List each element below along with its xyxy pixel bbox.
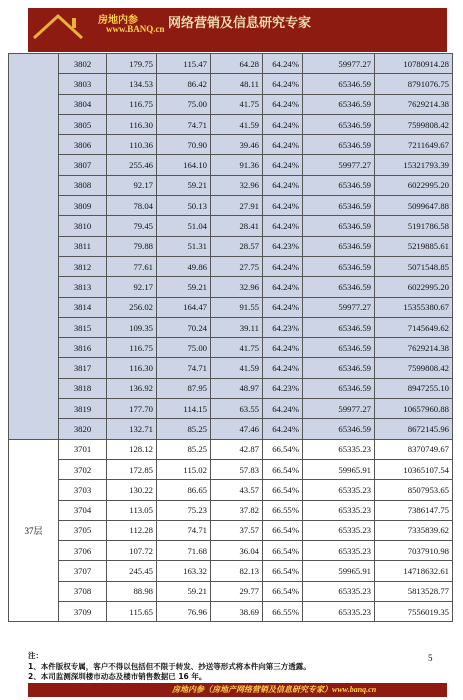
inner-area-cell: 76.96: [157, 602, 211, 622]
total-cell: 8791076.75: [375, 74, 453, 94]
ratio-cell: 66.54%: [263, 581, 303, 601]
total-cell: 7629214.38: [375, 94, 453, 114]
header-url: www.BANQ.cn: [106, 24, 165, 34]
price-cell: 65346.59: [303, 419, 375, 439]
price-cell: 65346.59: [303, 256, 375, 276]
price-cell: 65346.59: [303, 236, 375, 256]
area-cell: 113.05: [107, 500, 157, 520]
total-cell: 10365107.54: [375, 459, 453, 479]
area-cell: 107.72: [107, 541, 157, 561]
total-cell: 5219885.61: [375, 236, 453, 256]
total-cell: 7599808.42: [375, 114, 453, 134]
total-cell: 15321793.39: [375, 155, 453, 175]
ratio-cell: 64.24%: [263, 338, 303, 358]
floor-label: 37层: [9, 439, 59, 622]
area-cell: 88.98: [107, 581, 157, 601]
table-row: [9, 541, 453, 561]
area-cell: 109.35: [107, 317, 157, 337]
ratio-cell: 64.24%: [263, 114, 303, 134]
unit-cell: 3706: [59, 541, 107, 561]
price-cell: 65346.59: [303, 74, 375, 94]
total-cell: 10780914.28: [375, 54, 453, 74]
ratio-cell: 64.24%: [263, 135, 303, 155]
inner-area-cell: 75.00: [157, 338, 211, 358]
area-cell: 92.17: [107, 277, 157, 297]
unit-price-table: [8, 53, 453, 622]
table-row: [9, 338, 453, 358]
table-row: [9, 581, 453, 601]
notes-block: [28, 651, 311, 683]
total-cell: 7599808.42: [375, 358, 453, 378]
unit-cell: 3804: [59, 94, 107, 114]
ratio-cell: 64.24%: [263, 155, 303, 175]
inner-area-cell: 74.71: [157, 114, 211, 134]
ratio-cell: 66.54%: [263, 561, 303, 581]
floor-label: [9, 54, 59, 440]
shared-area-cell: 37.82: [211, 500, 263, 520]
header-title: 网络营销及信息研究专家: [168, 15, 312, 30]
ratio-cell: 64.24%: [263, 196, 303, 216]
unit-cell: 3817: [59, 358, 107, 378]
area-cell: 110.36: [107, 135, 157, 155]
table-row: [9, 155, 453, 175]
table-row: [9, 74, 453, 94]
unit-cell: 3810: [59, 216, 107, 236]
unit-cell: 3704: [59, 500, 107, 520]
ratio-cell: 64.24%: [263, 216, 303, 236]
unit-cell: 3702: [59, 459, 107, 479]
unit-cell: 3708: [59, 581, 107, 601]
table-row: [9, 480, 453, 500]
price-cell: 65346.59: [303, 378, 375, 398]
total-cell: 5191786.58: [375, 216, 453, 236]
unit-cell: 3805: [59, 114, 107, 134]
ratio-cell: 64.23%: [263, 317, 303, 337]
price-cell: 65335.23: [303, 480, 375, 500]
page-header: [28, 8, 447, 52]
inner-area-cell: 74.71: [157, 520, 211, 540]
area-cell: 116.75: [107, 338, 157, 358]
area-cell: 179.75: [107, 54, 157, 74]
total-cell: 6022995.20: [375, 277, 453, 297]
table-row: [9, 297, 453, 317]
ratio-cell: 64.24%: [263, 358, 303, 378]
price-cell: 65335.23: [303, 602, 375, 622]
area-cell: 78.04: [107, 196, 157, 216]
unit-cell: 3815: [59, 317, 107, 337]
inner-area-cell: 49.86: [157, 256, 211, 276]
table-row: [9, 419, 453, 439]
area-cell: 92.17: [107, 175, 157, 195]
footer-text: 房地内参（房地产网络营销及信息研究专家）www.banq.cn: [172, 685, 377, 694]
table-row: [9, 135, 453, 155]
shared-area-cell: 48.11: [211, 74, 263, 94]
unit-cell: 3701: [59, 439, 107, 459]
inner-area-cell: 71.68: [157, 541, 211, 561]
price-cell: 59977.27: [303, 155, 375, 175]
price-cell: 65346.59: [303, 94, 375, 114]
inner-area-cell: 163.32: [157, 561, 211, 581]
shared-area-cell: 41.59: [211, 114, 263, 134]
ratio-cell: 66.54%: [263, 541, 303, 561]
total-cell: 7556019.35: [375, 602, 453, 622]
total-cell: 7629214.38: [375, 338, 453, 358]
price-cell: 65346.59: [303, 277, 375, 297]
shared-area-cell: 29.77: [211, 581, 263, 601]
ratio-cell: 64.23%: [263, 378, 303, 398]
price-cell: 65335.23: [303, 439, 375, 459]
shared-area-cell: 91.55: [211, 297, 263, 317]
ratio-cell: 66.54%: [263, 480, 303, 500]
table-row: [9, 256, 453, 276]
area-cell: 132.71: [107, 419, 157, 439]
area-cell: 112.28: [107, 520, 157, 540]
total-cell: 5813528.77: [375, 581, 453, 601]
shared-area-cell: 37.57: [211, 520, 263, 540]
table-row: [9, 561, 453, 581]
shared-area-cell: 39.46: [211, 135, 263, 155]
table-row: [9, 114, 453, 134]
area-cell: 116.30: [107, 358, 157, 378]
area-cell: 134.53: [107, 74, 157, 94]
inner-area-cell: 87.95: [157, 378, 211, 398]
price-cell: 59965.91: [303, 561, 375, 581]
table-row: [9, 520, 453, 540]
inner-area-cell: 164.10: [157, 155, 211, 175]
area-cell: 255.46: [107, 155, 157, 175]
ratio-cell: 64.23%: [263, 236, 303, 256]
total-cell: 7145649.62: [375, 317, 453, 337]
shared-area-cell: 38.69: [211, 602, 263, 622]
shared-area-cell: 91.36: [211, 155, 263, 175]
inner-area-cell: 114.15: [157, 399, 211, 419]
shared-area-cell: 28.57: [211, 236, 263, 256]
price-cell: 65346.59: [303, 216, 375, 236]
price-cell: 65346.59: [303, 317, 375, 337]
ratio-cell: 66.54%: [263, 459, 303, 479]
total-cell: 6022995.20: [375, 175, 453, 195]
area-cell: 245.45: [107, 561, 157, 581]
ratio-cell: 66.54%: [263, 439, 303, 459]
price-cell: 59965.91: [303, 459, 375, 479]
total-cell: 8507953.65: [375, 480, 453, 500]
price-cell: 65335.23: [303, 500, 375, 520]
shared-area-cell: 27.75: [211, 256, 263, 276]
table-row: [9, 54, 453, 74]
area-cell: 79.88: [107, 236, 157, 256]
unit-cell: 3813: [59, 277, 107, 297]
area-cell: 130.22: [107, 480, 157, 500]
unit-cell: 3808: [59, 175, 107, 195]
shared-area-cell: 64.28: [211, 54, 263, 74]
price-cell: 65346.59: [303, 196, 375, 216]
inner-area-cell: 70.90: [157, 135, 211, 155]
inner-area-cell: 59.21: [157, 277, 211, 297]
inner-area-cell: 51.31: [157, 236, 211, 256]
unit-cell: 3806: [59, 135, 107, 155]
inner-area-cell: 59.21: [157, 581, 211, 601]
inner-area-cell: 86.42: [157, 74, 211, 94]
inner-area-cell: 85.25: [157, 419, 211, 439]
ratio-cell: 64.24%: [263, 74, 303, 94]
unit-cell: 3803: [59, 74, 107, 94]
area-cell: 116.30: [107, 114, 157, 134]
shared-area-cell: 63.55: [211, 399, 263, 419]
unit-cell: 3820: [59, 419, 107, 439]
table-row: [9, 216, 453, 236]
header-brand: 房地内参: [98, 15, 138, 26]
table-row: [9, 277, 453, 297]
area-cell: 115.65: [107, 602, 157, 622]
ratio-cell: 64.24%: [263, 399, 303, 419]
total-cell: 8370749.67: [375, 439, 453, 459]
note-line-1: 1、本件版权专属，客户不得以包括但不限于转发、抄送等形式将本件向第三方透露。: [28, 661, 311, 671]
area-cell: 256.02: [107, 297, 157, 317]
unit-cell: 3809: [59, 196, 107, 216]
price-cell: 65346.59: [303, 135, 375, 155]
inner-area-cell: 74.71: [157, 358, 211, 378]
price-cell: 59977.27: [303, 297, 375, 317]
inner-area-cell: 51.04: [157, 216, 211, 236]
price-cell: 65335.23: [303, 541, 375, 561]
table-row: [9, 459, 453, 479]
shared-area-cell: 41.59: [211, 358, 263, 378]
total-cell: 8947255.10: [375, 378, 453, 398]
ratio-cell: 64.24%: [263, 94, 303, 114]
shared-area-cell: 57.83: [211, 459, 263, 479]
shared-area-cell: 41.75: [211, 338, 263, 358]
ratio-cell: 64.24%: [263, 54, 303, 74]
unit-cell: 3703: [59, 480, 107, 500]
shared-area-cell: 32.96: [211, 175, 263, 195]
ratio-cell: 66.55%: [263, 602, 303, 622]
total-cell: 8672145.96: [375, 419, 453, 439]
total-cell: 15355380.67: [375, 297, 453, 317]
house-roof-logo: [32, 10, 90, 50]
table-row: [9, 358, 453, 378]
price-cell: 65346.59: [303, 338, 375, 358]
shared-area-cell: 43.57: [211, 480, 263, 500]
unit-cell: 3705: [59, 520, 107, 540]
inner-area-cell: 70.24: [157, 317, 211, 337]
total-cell: 10657960.88: [375, 399, 453, 419]
unit-cell: 3819: [59, 399, 107, 419]
table-row: [9, 378, 453, 398]
total-cell: 7037910.98: [375, 541, 453, 561]
unit-cell: 3807: [59, 155, 107, 175]
table-row: [9, 439, 453, 459]
price-cell: 65335.23: [303, 520, 375, 540]
total-cell: 14718632.61: [375, 561, 453, 581]
price-cell: 65346.59: [303, 175, 375, 195]
note-line-2: 2、本司监测深圳楼市动态及楼市销售数据已 16 年。: [28, 672, 207, 681]
shared-area-cell: 28.41: [211, 216, 263, 236]
shared-area-cell: 32.96: [211, 277, 263, 297]
shared-area-cell: 82.13: [211, 561, 263, 581]
total-cell: 7386147.75: [375, 500, 453, 520]
table-row: [9, 399, 453, 419]
inner-area-cell: 86.65: [157, 480, 211, 500]
area-cell: 136.92: [107, 378, 157, 398]
shared-area-cell: 47.46: [211, 419, 263, 439]
page-number: 5: [428, 653, 433, 663]
total-cell: 7211649.67: [375, 135, 453, 155]
shared-area-cell: 39.11: [211, 317, 263, 337]
shared-area-cell: 27.91: [211, 196, 263, 216]
area-cell: 77.61: [107, 256, 157, 276]
area-cell: 79.45: [107, 216, 157, 236]
ratio-cell: 66.55%: [263, 500, 303, 520]
inner-area-cell: 75.00: [157, 94, 211, 114]
ratio-cell: 64.24%: [263, 256, 303, 276]
shared-area-cell: 36.04: [211, 541, 263, 561]
unit-cell: 3709: [59, 602, 107, 622]
table-row: [9, 196, 453, 216]
area-cell: 172.85: [107, 459, 157, 479]
table-row: [9, 317, 453, 337]
total-cell: 7335839.62: [375, 520, 453, 540]
total-cell: 5099647.88: [375, 196, 453, 216]
unit-cell: 3811: [59, 236, 107, 256]
shared-area-cell: 42.87: [211, 439, 263, 459]
ratio-cell: 66.54%: [263, 520, 303, 540]
inner-area-cell: 115.02: [157, 459, 211, 479]
page-footer: [28, 683, 447, 697]
total-cell: 5071548.85: [375, 256, 453, 276]
price-cell: 59977.27: [303, 399, 375, 419]
unit-cell: 3802: [59, 54, 107, 74]
price-cell: 65335.23: [303, 581, 375, 601]
inner-area-cell: 164.47: [157, 297, 211, 317]
unit-cell: 3818: [59, 378, 107, 398]
inner-area-cell: 85.25: [157, 439, 211, 459]
unit-cell: 3812: [59, 256, 107, 276]
ratio-cell: 64.24%: [263, 297, 303, 317]
price-cell: 59977.27: [303, 54, 375, 74]
ratio-cell: 64.24%: [263, 419, 303, 439]
shared-area-cell: 48.97: [211, 378, 263, 398]
shared-area-cell: 41.75: [211, 94, 263, 114]
inner-area-cell: 75.23: [157, 500, 211, 520]
unit-cell: 3814: [59, 297, 107, 317]
table-row: [9, 175, 453, 195]
ratio-cell: 64.24%: [263, 277, 303, 297]
area-cell: 116.75: [107, 94, 157, 114]
price-cell: 65346.59: [303, 358, 375, 378]
unit-cell: 3707: [59, 561, 107, 581]
ratio-cell: 64.24%: [263, 175, 303, 195]
notes-heading: 注：: [28, 651, 43, 660]
area-cell: 177.70: [107, 399, 157, 419]
table-row: [9, 500, 453, 520]
inner-area-cell: 115.47: [157, 54, 211, 74]
unit-cell: 3816: [59, 338, 107, 358]
area-cell: 128.12: [107, 439, 157, 459]
price-cell: 65346.59: [303, 114, 375, 134]
table-row: [9, 602, 453, 622]
inner-area-cell: 50.13: [157, 196, 211, 216]
table-row: [9, 236, 453, 256]
inner-area-cell: 59.21: [157, 175, 211, 195]
table-row: [9, 94, 453, 114]
